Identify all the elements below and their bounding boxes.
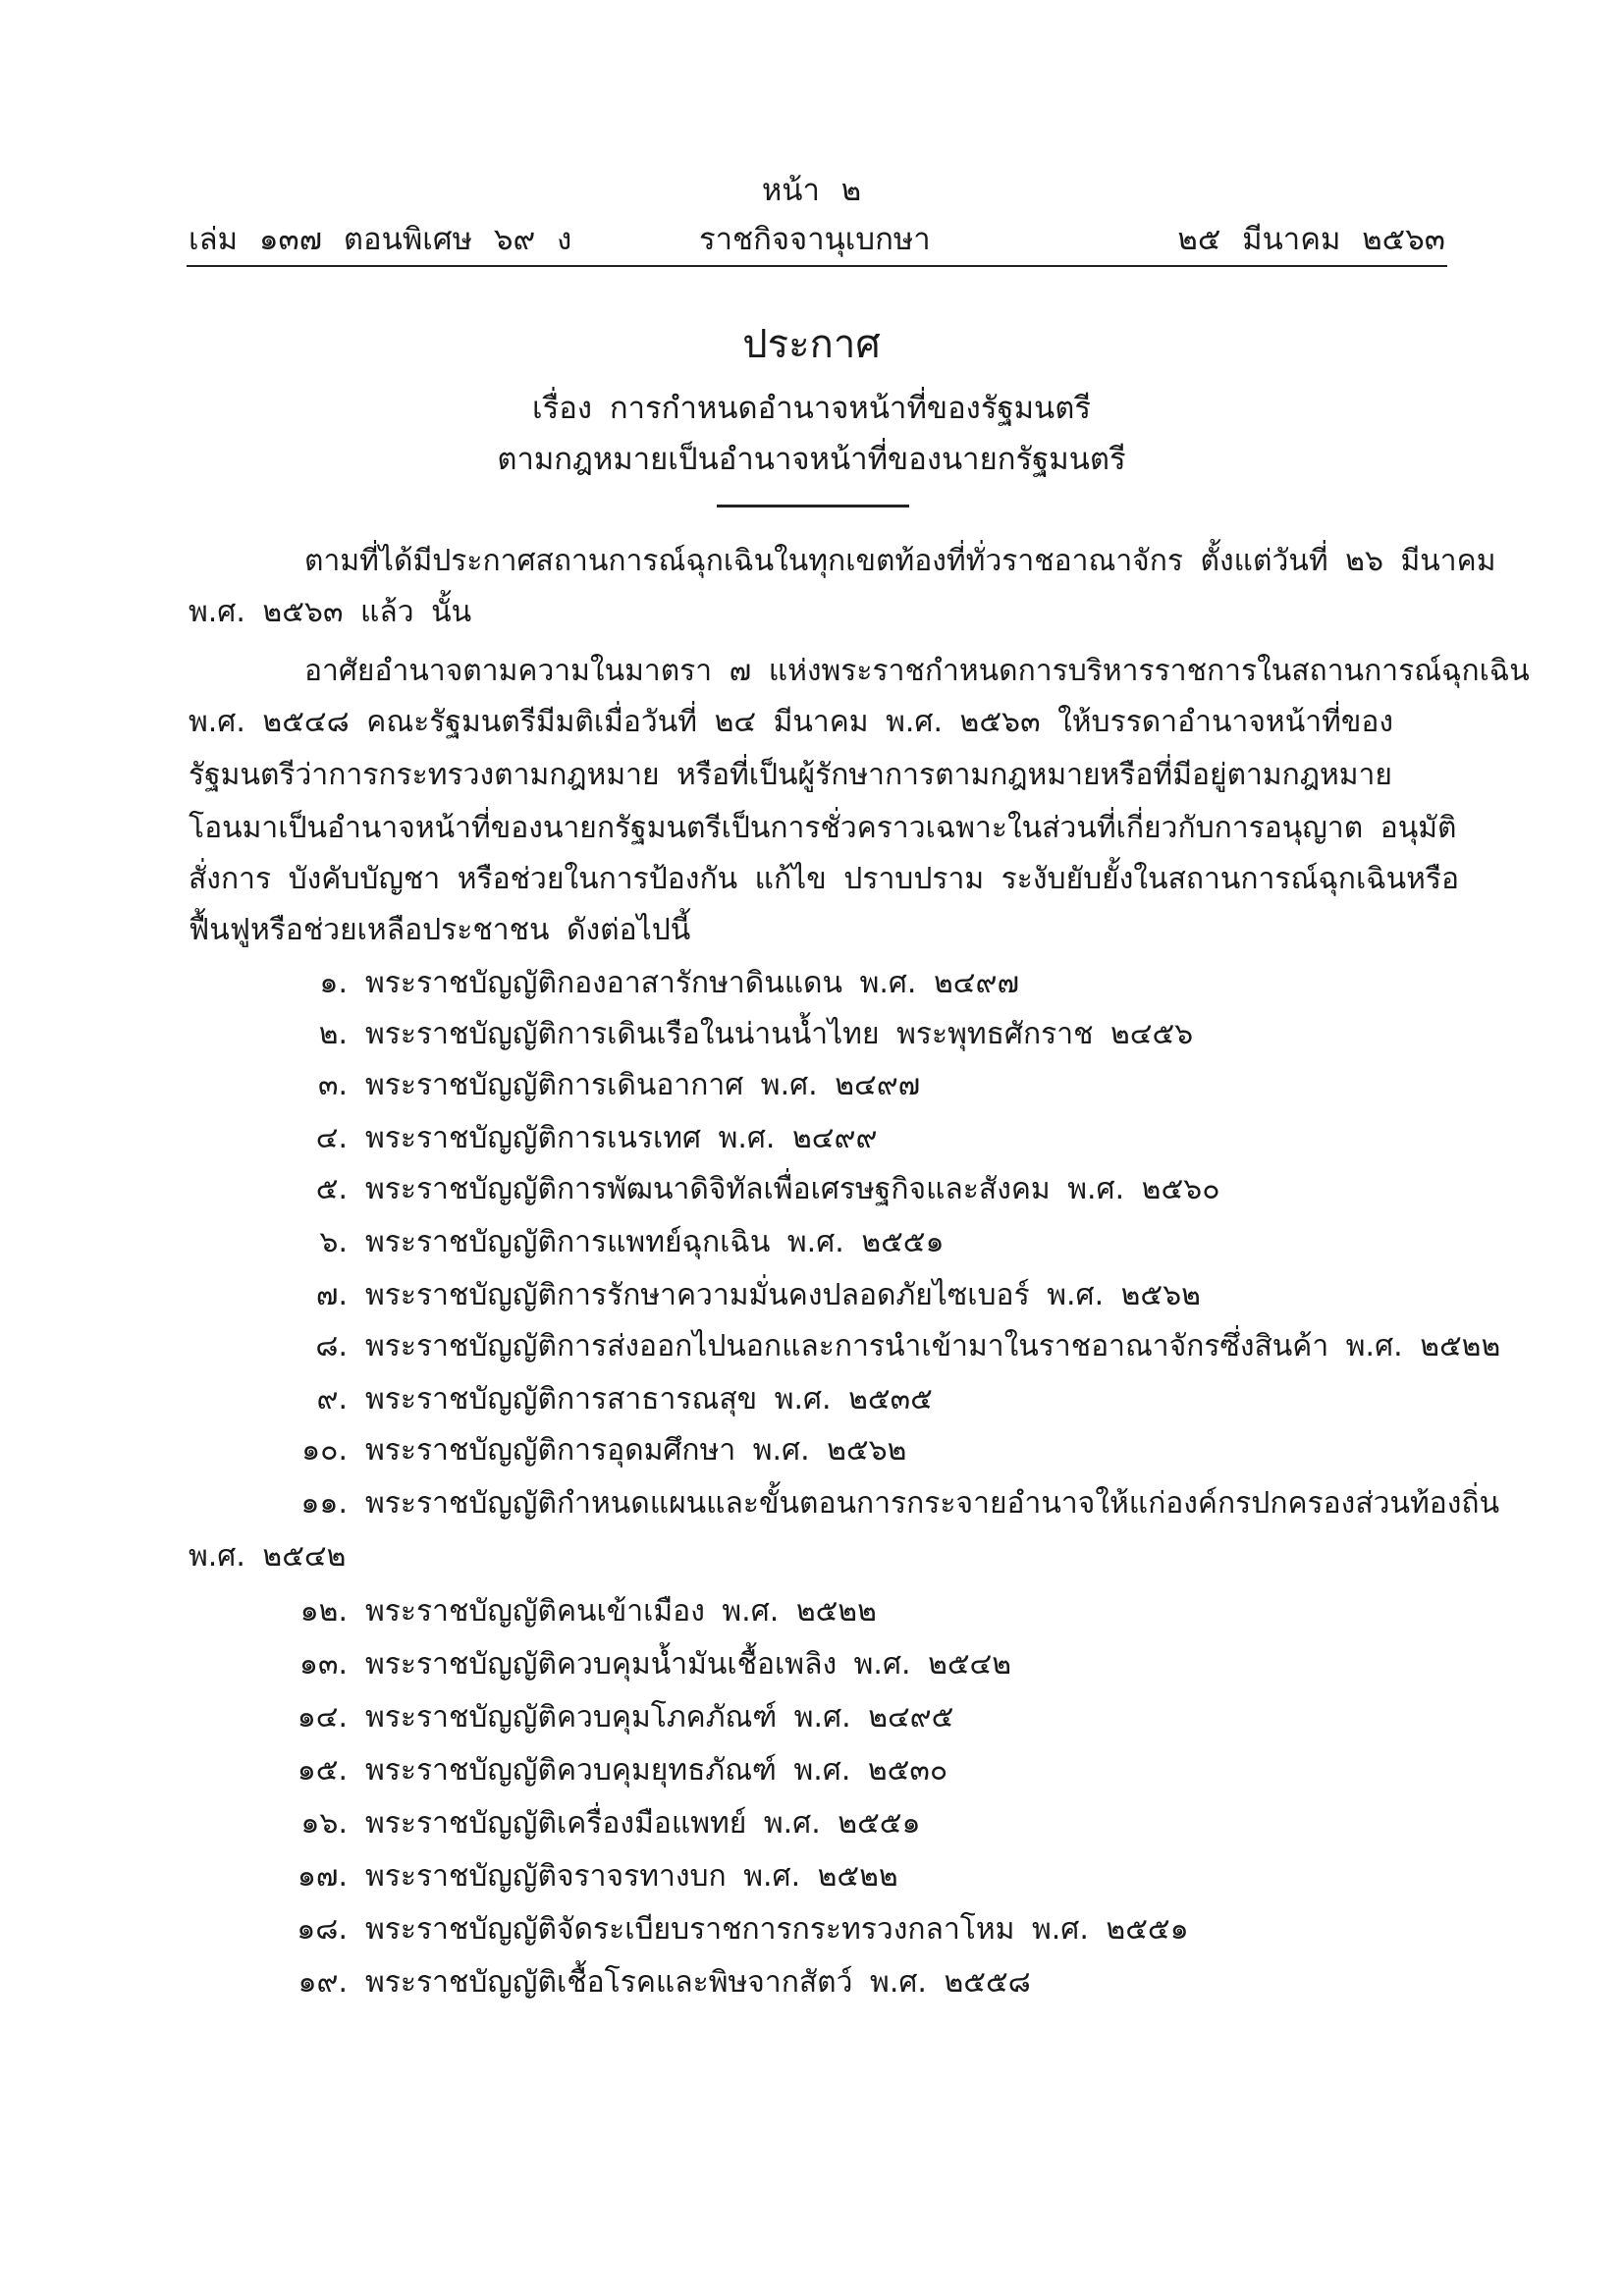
item-number: ๖. xyxy=(319,1225,348,1259)
announcement-title: ประกาศ xyxy=(742,322,881,367)
item-number: ๑๑. xyxy=(300,1486,348,1521)
item-text: พระราชบัญญัติการรักษาความมั่นคงปลอดภัยไซเบอร์ พ.ศ. ๒๕๖๒ xyxy=(365,1278,1201,1312)
title-divider xyxy=(717,505,909,507)
item-text: พระราชบัญญัติการแพทย์ฉุกเฉิน พ.ศ. ๒๕๕๑ xyxy=(365,1225,945,1259)
item-text: พระราชบัญญัติจัดระเบียบราชการกระทรวงกลาโหม พ.ศ. ๒๕๕๑ xyxy=(365,1912,1189,1947)
para1-line-2: พ.ศ. ๒๕๖๓ แล้ว นั้น xyxy=(189,595,472,629)
item-text: พระราชบัญญัติการเดินอากาศ พ.ศ. ๒๔๙๗ xyxy=(365,1068,921,1102)
subject-line-1: เรื่อง การกำหนดอำนาจหน้าที่ของรัฐมนตรี xyxy=(532,391,1091,426)
item-number: ๓. xyxy=(317,1068,348,1102)
item-number: ๔. xyxy=(315,1121,348,1155)
item-text: พระราชบัญญัติกองอาสารักษาดินแดน พ.ศ. ๒๔๙๗ xyxy=(365,966,1020,1000)
item-text: พระราชบัญญัติการส่งออกไปนอกและการนำเข้ามาในราชอาณาจักรซึ่งสินค้า พ.ศ. ๒๕๒๒ xyxy=(365,1329,1501,1363)
item-number: ๕. xyxy=(315,1172,348,1206)
page-number: หน้า ๒ xyxy=(761,173,862,208)
item-number: ๘. xyxy=(315,1329,348,1363)
item-number: ๑๗. xyxy=(297,1859,348,1894)
item-number: ๑. xyxy=(319,966,348,1000)
item-text: พระราชบัญญัติควบคุมยุทธภัณฑ์ พ.ศ. ๒๕๓๐ xyxy=(365,1753,948,1788)
item-text: พระราชบัญญัติควบคุมน้ำมันเชื้อเพลิง พ.ศ. ๒๕๔๒ xyxy=(365,1647,1012,1682)
item-number: ๗. xyxy=(315,1278,348,1312)
item-text: พระราชบัญญัติการอุดมศึกษา พ.ศ. ๒๕๖๒ xyxy=(365,1433,907,1468)
item-continuation: พ.ศ. ๒๕๔๒ xyxy=(189,1539,347,1574)
subject-line-2: ตามกฎหมายเป็นอำนาจหน้าที่ของนายกรัฐมนตรี xyxy=(497,442,1126,477)
item-number: ๑๙. xyxy=(298,1965,348,2000)
gazette-name: ราชกิจจานุเบกษา xyxy=(699,222,931,257)
item-text: พระราชบัญญัติจราจรทางบก พ.ศ. ๒๕๒๒ xyxy=(365,1859,898,1894)
item-number: ๑๔. xyxy=(297,1700,348,1735)
header-divider xyxy=(187,265,1447,267)
item-number: ๑๘. xyxy=(297,1912,348,1947)
item-text: พระราชบัญญัติการเดินเรือในน่านน้ำไทย พระพุทธศักราช ๒๔๕๖ xyxy=(365,1017,1194,1051)
issue-date: ๒๕ มีนาคม ๒๕๖๓ xyxy=(1177,222,1445,257)
item-number: ๑๖. xyxy=(300,1806,348,1841)
item-text: พระราชบัญญัติเครื่องมือแพทย์ พ.ศ. ๒๕๕๑ xyxy=(365,1806,921,1841)
item-text: พระราชบัญญัติเชื้อโรคและพิษจากสัตว์ พ.ศ. ๒๕๕๘ xyxy=(365,1965,1031,2000)
para2-line-3: รัฐมนตรีว่าการกระทรวงตามกฎหมาย หรือที่เป็นผู้รักษาการตามกฎหมายหรือที่มีอยู่ตามกฎหมาย xyxy=(189,758,1392,792)
item-number: ๑๓. xyxy=(298,1647,348,1682)
item-text: พระราชบัญญัติการพัฒนาดิจิทัลเพื่อเศรษฐกิจและสังคม พ.ศ. ๒๕๖๐ xyxy=(365,1172,1220,1206)
item-number: ๑๕. xyxy=(297,1753,348,1788)
para2-line-6: ฟื้นฟูหรือช่วยเหลือประชาชน ดังต่อไปนี้ xyxy=(189,913,691,947)
volume-issue: เล่ม ๑๓๗ ตอนพิเศษ ๖๙ ง xyxy=(189,222,572,257)
item-number: ๙. xyxy=(316,1382,348,1416)
para2-line-5: สั่งการ บังคับบัญชา หรือช่วยในการป้องกัน แก้ไข ปราบปราม ระงับยับยั้งในสถานการณ์ฉุกเฉินหรือ xyxy=(189,862,1460,896)
item-text: พระราชบัญญัติคนเข้าเมือง พ.ศ. ๒๕๒๒ xyxy=(365,1594,877,1629)
item-text: พระราชบัญญัติควบคุมโภคภัณฑ์ พ.ศ. ๒๔๙๕ xyxy=(365,1700,954,1735)
para2-line-4: โอนมาเป็นอำนาจหน้าที่ของนายกรัฐมนตรีเป็นการชั่วคราวเฉพาะในส่วนที่เกี่ยวกับการอนุญาต อนุมัติ xyxy=(189,811,1457,845)
item-number: ๒. xyxy=(318,1017,348,1051)
item-text: พระราชบัญญัติกำหนดแผนและขั้นตอนการกระจายอำนาจให้แก่องค์กรปกครองส่วนท้องถิ่น xyxy=(365,1486,1500,1521)
item-number: ๑๒. xyxy=(299,1594,348,1629)
para2-line-1: อาศัยอำนาจตามความในมาตรา ๗ แห่งพระราชกำหนดการบริหารราชการในสถานการณ์ฉุกเฉิน xyxy=(304,654,1530,688)
item-text: พระราชบัญญัติการเนรเทศ พ.ศ. ๒๔๙๙ xyxy=(365,1121,878,1155)
item-number: ๑๐. xyxy=(301,1433,348,1468)
item-text: พระราชบัญญัติการสาธารณสุข พ.ศ. ๒๕๓๕ xyxy=(365,1382,933,1416)
para1-line-1: ตามที่ได้มีประกาศสถานการณ์ฉุกเฉินในทุกเขตท้องที่ทั่วราชอาณาจักร ตั้งแต่วันที่ ๒๖ มีนาคม xyxy=(304,544,1496,578)
para2-line-2: พ.ศ. ๒๕๔๘ คณะรัฐมนตรีมีมติเมื่อวันที่ ๒๔ มีนาคม พ.ศ. ๒๕๖๓ ให้บรรดาอำนาจหน้าที่ของ xyxy=(189,705,1394,739)
gazette-header xyxy=(189,214,1445,261)
